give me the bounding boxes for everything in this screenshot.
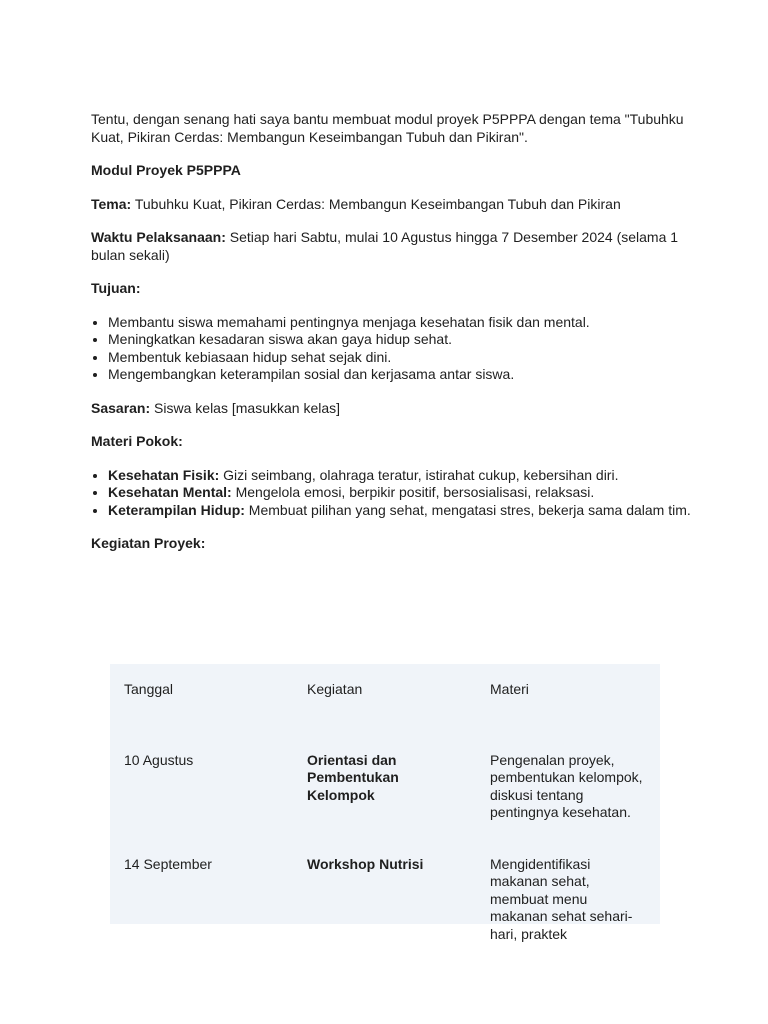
tema-label: Tema:: [91, 195, 132, 212]
tema-paragraph: [91, 196, 691, 214]
kegiatan-heading: [91, 535, 691, 553]
module-title-text: Modul Proyek P5PPPA: [91, 162, 241, 178]
cell-tanggal: 10 Agustus: [124, 751, 194, 768]
waktu-label: Waktu Pelaksanaan:: [91, 229, 226, 245]
materi-item-text: Mengelola emosi, berpikir positif, bersosialisasi, relaksasi.: [231, 484, 595, 500]
header-materi: Materi: [490, 681, 529, 697]
waktu-paragraph: [91, 229, 691, 264]
list-item: [108, 484, 691, 502]
list-item: • Mengembangkan keterampilan sosial dan kerjasama antar siswa.: [108, 366, 691, 384]
materi-item-text: Gizi seimbang, olahraga teratur, istirahat cukup, kebersihan diri.: [219, 466, 619, 483]
materi-pokok-label: Materi Pokok:: [91, 433, 183, 449]
cell-kegiatan: Orientasi dan Pembentukan Kelompok: [307, 751, 399, 803]
tema-value: Tubuhku Kuat, Pikiran Cerdas: Membangun Keseimbangan Tubuh dan Pikiran: [131, 195, 621, 212]
table-row: [110, 734, 660, 842]
materi-pokok-list: [91, 467, 691, 520]
cell-materi: Mengidentifikasi makanan sehat, membuat menu makanan sehat sehari-hari, praktek: [490, 855, 633, 942]
table-header-row: [110, 664, 660, 734]
kegiatan-label: Kegiatan Proyek:: [91, 535, 206, 551]
cell-materi: Pengenalan proyek, pembentukan kelompok, diskusi tentang pentingnya kesehatan.: [490, 751, 643, 820]
sasaran-paragraph: [91, 400, 691, 418]
materi-item-text: Membuat pilihan yang sehat, mengatasi stres, bekerja sama dalam tim.: [244, 501, 691, 518]
materi-item-label: Keterampilan Hidup:: [108, 501, 245, 518]
tujuan-list: [91, 314, 691, 384]
list-item: • Membentuk kebiasaan hidup sehat sejak dini.: [108, 349, 691, 367]
kegiatan-table-grid: [110, 664, 660, 957]
kegiatan-table: [110, 664, 660, 942]
tujuan-label: Tujuan:: [91, 280, 141, 296]
table-row: [110, 842, 660, 958]
materi-pokok-heading: [91, 433, 691, 451]
list-item: [108, 467, 691, 485]
list-item: • Meningkatkan kesadaran siswa akan gaya hidup sehat.: [108, 331, 691, 349]
intro-paragraph: Tentu, dengan senang hati saya bantu membuat modul proyek P5PPPA dengan tema "Tubuhku Kuat, Pikiran Cerdas: Membangun Keseimbangan Tubuh dan Pikiran".: [91, 111, 684, 145]
materi-item-label: Kesehatan Mental:: [108, 484, 232, 500]
document-body: [91, 111, 691, 569]
cell-kegiatan: Workshop Nutrisi: [307, 855, 424, 872]
materi-item-label: Kesehatan Fisik:: [108, 466, 220, 483]
list-item: [108, 502, 691, 520]
cell-tanggal: 14 September: [124, 855, 212, 872]
list-item: • Membantu siswa memahami pentingnya menjaga kesehatan fisik dan mental.: [108, 314, 691, 332]
waktu-value: Setiap hari Sabtu, mulai 10 Agustus hingga 7 Desember 2024 (selama 1 bulan sekali): [91, 229, 679, 263]
header-tanggal: Tanggal: [124, 681, 174, 697]
sasaran-label: Sasaran:: [91, 399, 151, 416]
sasaran-value: Siswa kelas [masukkan kelas]: [150, 399, 341, 416]
header-kegiatan: Kegiatan: [307, 681, 363, 697]
module-title: [91, 162, 691, 180]
tujuan-heading: [91, 280, 691, 298]
